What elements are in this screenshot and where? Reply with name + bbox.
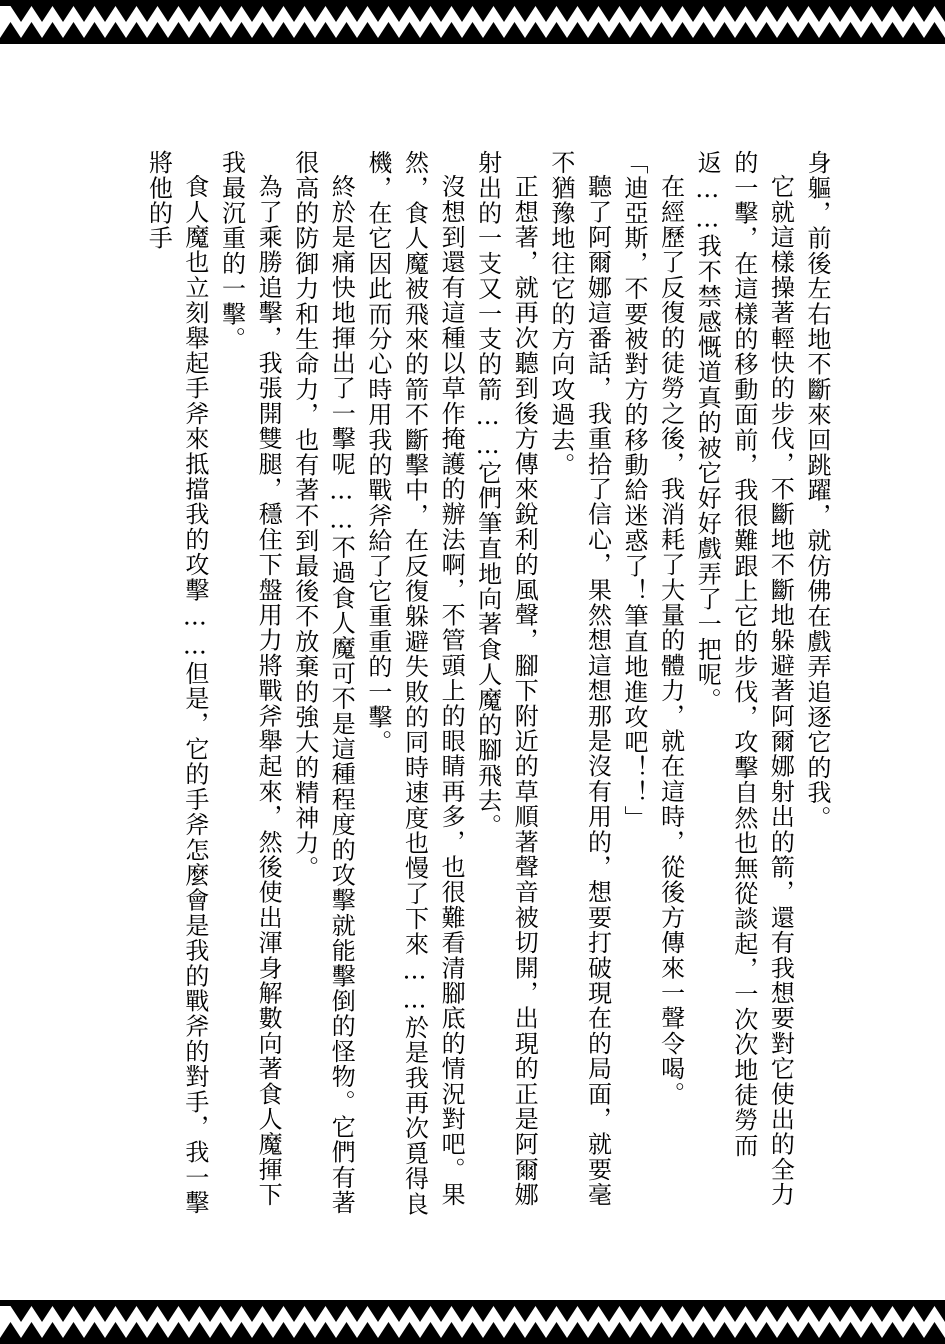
border-triangle: [452, 6, 473, 22]
border-triangle: [368, 1306, 389, 1322]
border-triangle: [315, 22, 336, 38]
border-triangle: [914, 6, 935, 22]
border-triangle: [0, 1322, 21, 1338]
border-triangle: [326, 6, 347, 22]
border-triangle: [294, 22, 315, 38]
border-triangle: [903, 1322, 924, 1338]
border-triangle: [536, 1306, 557, 1322]
border-triangle: [788, 6, 809, 22]
border-triangle: [336, 1322, 357, 1338]
border-triangle: [641, 6, 662, 22]
border-triangle: [935, 6, 945, 22]
border-triangle: [588, 1322, 609, 1338]
border-triangle: [347, 6, 368, 22]
border-triangle: [410, 6, 431, 22]
border-triangle: [336, 22, 357, 38]
border-triangle: [599, 1306, 620, 1322]
border-triangle: [483, 22, 504, 38]
border-triangle: [924, 22, 945, 38]
border-triangle: [756, 1322, 777, 1338]
border-triangle: [200, 6, 221, 22]
border-triangle: [651, 22, 672, 38]
border-triangle: [557, 1306, 578, 1322]
border-triangle: [273, 22, 294, 38]
border-triangle: [861, 1322, 882, 1338]
border-triangle: [210, 22, 231, 38]
border-triangle: [116, 6, 137, 22]
border-triangle: [284, 6, 305, 22]
border-triangle: [378, 22, 399, 38]
border-triangle: [200, 1306, 221, 1322]
border-triangle: [294, 1322, 315, 1338]
border-triangle: [693, 22, 714, 38]
border-triangle: [704, 1306, 725, 1322]
border-triangle: [567, 1322, 588, 1338]
border-triangle: [116, 1306, 137, 1322]
border-triangle: [347, 1306, 368, 1322]
border-triangle: [746, 1306, 767, 1322]
border-triangle: [189, 22, 210, 38]
border-triangle: [462, 1322, 483, 1338]
border-triangle: [504, 22, 525, 38]
border-triangle: [11, 1306, 32, 1322]
border-triangle: [578, 6, 599, 22]
border-triangle: [872, 6, 893, 22]
border-triangle: [21, 22, 42, 38]
border-triangle: [693, 1322, 714, 1338]
border-triangle: [546, 22, 567, 38]
border-triangle: [11, 6, 32, 22]
border-triangle: [546, 1322, 567, 1338]
border-triangle: [431, 1306, 452, 1322]
border-triangle: [504, 1322, 525, 1338]
border-triangle: [924, 1322, 945, 1338]
border-triangle: [399, 1322, 420, 1338]
border-triangle: [32, 6, 53, 22]
border-triangle: [315, 1322, 336, 1338]
border-triangle: [473, 6, 494, 22]
border-triangle: [389, 6, 410, 22]
border-triangle: [725, 6, 746, 22]
border-triangle: [746, 6, 767, 22]
border-triangle: [105, 1322, 126, 1338]
border-triangle: [483, 1322, 504, 1338]
border-triangle: [641, 1306, 662, 1322]
border-triangle: [515, 6, 536, 22]
border-triangle: [588, 22, 609, 38]
border-triangle: [273, 1322, 294, 1338]
border-triangle: [903, 22, 924, 38]
border-triangle: [777, 22, 798, 38]
border-triangle: [452, 1306, 473, 1322]
border-triangle: [399, 22, 420, 38]
border-triangle: [809, 6, 830, 22]
border-triangle: [263, 1306, 284, 1322]
border-triangle: [840, 22, 861, 38]
border-triangle: [536, 6, 557, 22]
paragraph: 它就這樣操著輕快的步伐，不斷地不斷地躲避著阿爾娜射出的箭，還有我想要對它使出的全力的一擊，在這樣的移動面前，我很難跟上它的步伐，攻擊自然也無從談起，一次次地徒勞而返……我不禁感慨道真的被它好好戲弄了一把呢。: [693, 150, 795, 1208]
border-triangle: [893, 1306, 914, 1322]
border-triangle: [494, 6, 515, 22]
border-triangle: [441, 1322, 462, 1338]
border-triangle: [126, 22, 147, 38]
border-triangle: [137, 6, 158, 22]
border-triangle: [53, 6, 74, 22]
paragraph: 終於是痛快地揮出了一擊呢……不過食人魔可不是這種程度的攻擊就能擊倒的怪物。它們有著很高的防御力和生命力，也有著不到最後不放棄的強大的精神力。: [290, 150, 356, 1216]
border-triangle: [231, 1322, 252, 1338]
border-triangle: [777, 1322, 798, 1338]
border-triangle: [210, 1322, 231, 1338]
border-triangle: [725, 1306, 746, 1322]
border-triangle: [378, 1322, 399, 1338]
paragraph: 沒想到還有這種以草作掩護的辦法啊，不管頭上的眼睛再多，也很難看清腳底的情況對吧。果然，食人魔被飛來的箭不斷擊中，在反復躲避失敗的同時速度也慢了下來……於是我再次覓得良機，在它因此而分心時用我的戰斧給了它重重的一擊。: [363, 150, 466, 1217]
top-decorative-border: [0, 0, 945, 44]
border-triangle: [473, 1306, 494, 1322]
border-triangle: [662, 1306, 683, 1322]
border-triangle: [221, 6, 242, 22]
border-triangle: [830, 1306, 851, 1322]
border-triangle: [168, 1322, 189, 1338]
border-triangle: [830, 6, 851, 22]
border-triangle: [525, 1322, 546, 1338]
border-triangle: [525, 22, 546, 38]
border-triangle: [231, 22, 252, 38]
paragraph: 食人魔也立刻舉起手斧來抵擋我的攻擊……但是，它的手斧怎麼會是我的戰斧的對手，我一擊將他的手: [144, 150, 209, 1216]
paragraph: 身軀，前後左右地不斷來回跳躍，就仿佛在戲弄追逐它的我。: [803, 150, 831, 831]
border-triangle: [851, 6, 872, 22]
border-triangle: [326, 1306, 347, 1322]
border-triangle: [126, 1322, 147, 1338]
border-triangle: [609, 22, 630, 38]
border-triangle: [63, 1322, 84, 1338]
border-triangle: [767, 6, 788, 22]
border-triangle: [137, 1306, 158, 1322]
paragraph: 正想著，就再次聽到後方傳來銳利的風聲，腳下附近的草順著聲音被切開，出現的正是阿爾娜射出的一支又一支的箭……它們筆直地向著食人魔的腳飛去。: [473, 150, 539, 1208]
vertical-body-text: [115, 150, 835, 1230]
border-triangle: [263, 6, 284, 22]
border-triangle: [735, 1322, 756, 1338]
border-triangle: [242, 1306, 263, 1322]
border-triangle: [704, 6, 725, 22]
border-triangle: [221, 1306, 242, 1322]
border-triangle: [410, 1306, 431, 1322]
border-triangle: [53, 1306, 74, 1322]
border-triangle: [609, 1322, 630, 1338]
border-triangle: [651, 1322, 672, 1338]
border-triangle: [767, 1306, 788, 1322]
border-triangle: [179, 1306, 200, 1322]
border-triangle: [147, 1322, 168, 1338]
border-triangle: [620, 1306, 641, 1322]
border-triangle: [95, 6, 116, 22]
border-triangle: [735, 22, 756, 38]
border-triangle: [63, 22, 84, 38]
border-triangle: [672, 22, 693, 38]
border-triangle: [368, 6, 389, 22]
border-triangle: [420, 22, 441, 38]
border-triangle: [935, 1306, 945, 1322]
border-triangle: [861, 22, 882, 38]
border-triangle: [389, 1306, 410, 1322]
border-triangle: [851, 1306, 872, 1322]
border-triangle: [798, 1322, 819, 1338]
border-triangle: [168, 22, 189, 38]
border-triangle: [578, 1306, 599, 1322]
border-triangle: [147, 22, 168, 38]
border-triangle: [567, 22, 588, 38]
border-triangle: [357, 22, 378, 38]
border-triangle: [0, 22, 21, 38]
border-triangle: [42, 1322, 63, 1338]
paragraph: 「迪亞斯，不要被對方的移動給迷惑了！筆直地進攻吧！！」: [620, 150, 649, 831]
border-triangle: [893, 6, 914, 22]
border-triangle: [620, 6, 641, 22]
border-triangle: [441, 22, 462, 38]
border-triangle: [683, 6, 704, 22]
paragraph: 為了乘勝追擊，我張開雙腿，穩住下盤用力將戰斧舉起來，然後使出渾身解數向著食人魔揮下我最沉重的一擊。: [217, 150, 283, 1208]
border-triangle: [42, 22, 63, 38]
border-triangle: [158, 1306, 179, 1322]
border-triangle: [914, 1306, 935, 1322]
border-triangle: [840, 1322, 861, 1338]
border-triangle: [809, 1306, 830, 1322]
border-triangle: [84, 1322, 105, 1338]
border-triangle: [242, 6, 263, 22]
border-triangle: [95, 1306, 116, 1322]
border-triangle: [158, 6, 179, 22]
border-triangle: [21, 1322, 42, 1338]
border-triangle: [882, 1322, 903, 1338]
bottom-decorative-border: [0, 1300, 945, 1344]
border-triangle: [74, 6, 95, 22]
border-triangle: [305, 6, 326, 22]
border-triangle: [714, 1322, 735, 1338]
border-triangle: [819, 22, 840, 38]
border-triangle: [32, 1306, 53, 1322]
border-triangle: [819, 1322, 840, 1338]
border-triangle: [420, 1322, 441, 1338]
border-triangle: [357, 1322, 378, 1338]
border-triangle: [672, 1322, 693, 1338]
border-triangle: [557, 6, 578, 22]
border-triangle: [798, 22, 819, 38]
border-triangle: [252, 1322, 273, 1338]
border-triangle: [179, 6, 200, 22]
border-triangle: [630, 1322, 651, 1338]
paragraph: 聽了阿爾娜這番話，我重拾了信心，果然想這想那是沒有用的，想要打破現在的局面，就要毫不猶豫地往它的方向攻過去。: [546, 150, 612, 1208]
border-triangle: [105, 22, 126, 38]
border-triangle: [431, 6, 452, 22]
border-triangle: [599, 6, 620, 22]
border-triangle: [305, 1306, 326, 1322]
border-triangle: [84, 22, 105, 38]
border-triangle: [284, 1306, 305, 1322]
border-triangle: [756, 22, 777, 38]
paragraph: 在經歷了反復的徒勞之後，我消耗了大量的體力，就在這時，從後方傳來一聲令喝。: [656, 174, 685, 1107]
border-triangle: [714, 22, 735, 38]
border-triangle: [462, 22, 483, 38]
border-triangle: [252, 22, 273, 38]
border-triangle: [683, 1306, 704, 1322]
border-triangle: [630, 22, 651, 38]
border-triangle: [74, 1306, 95, 1322]
border-triangle: [882, 22, 903, 38]
border-triangle: [872, 1306, 893, 1322]
border-triangle: [515, 1306, 536, 1322]
border-triangle: [189, 1322, 210, 1338]
border-triangle: [662, 6, 683, 22]
border-triangle: [494, 1306, 515, 1322]
border-triangle: [788, 1306, 809, 1322]
